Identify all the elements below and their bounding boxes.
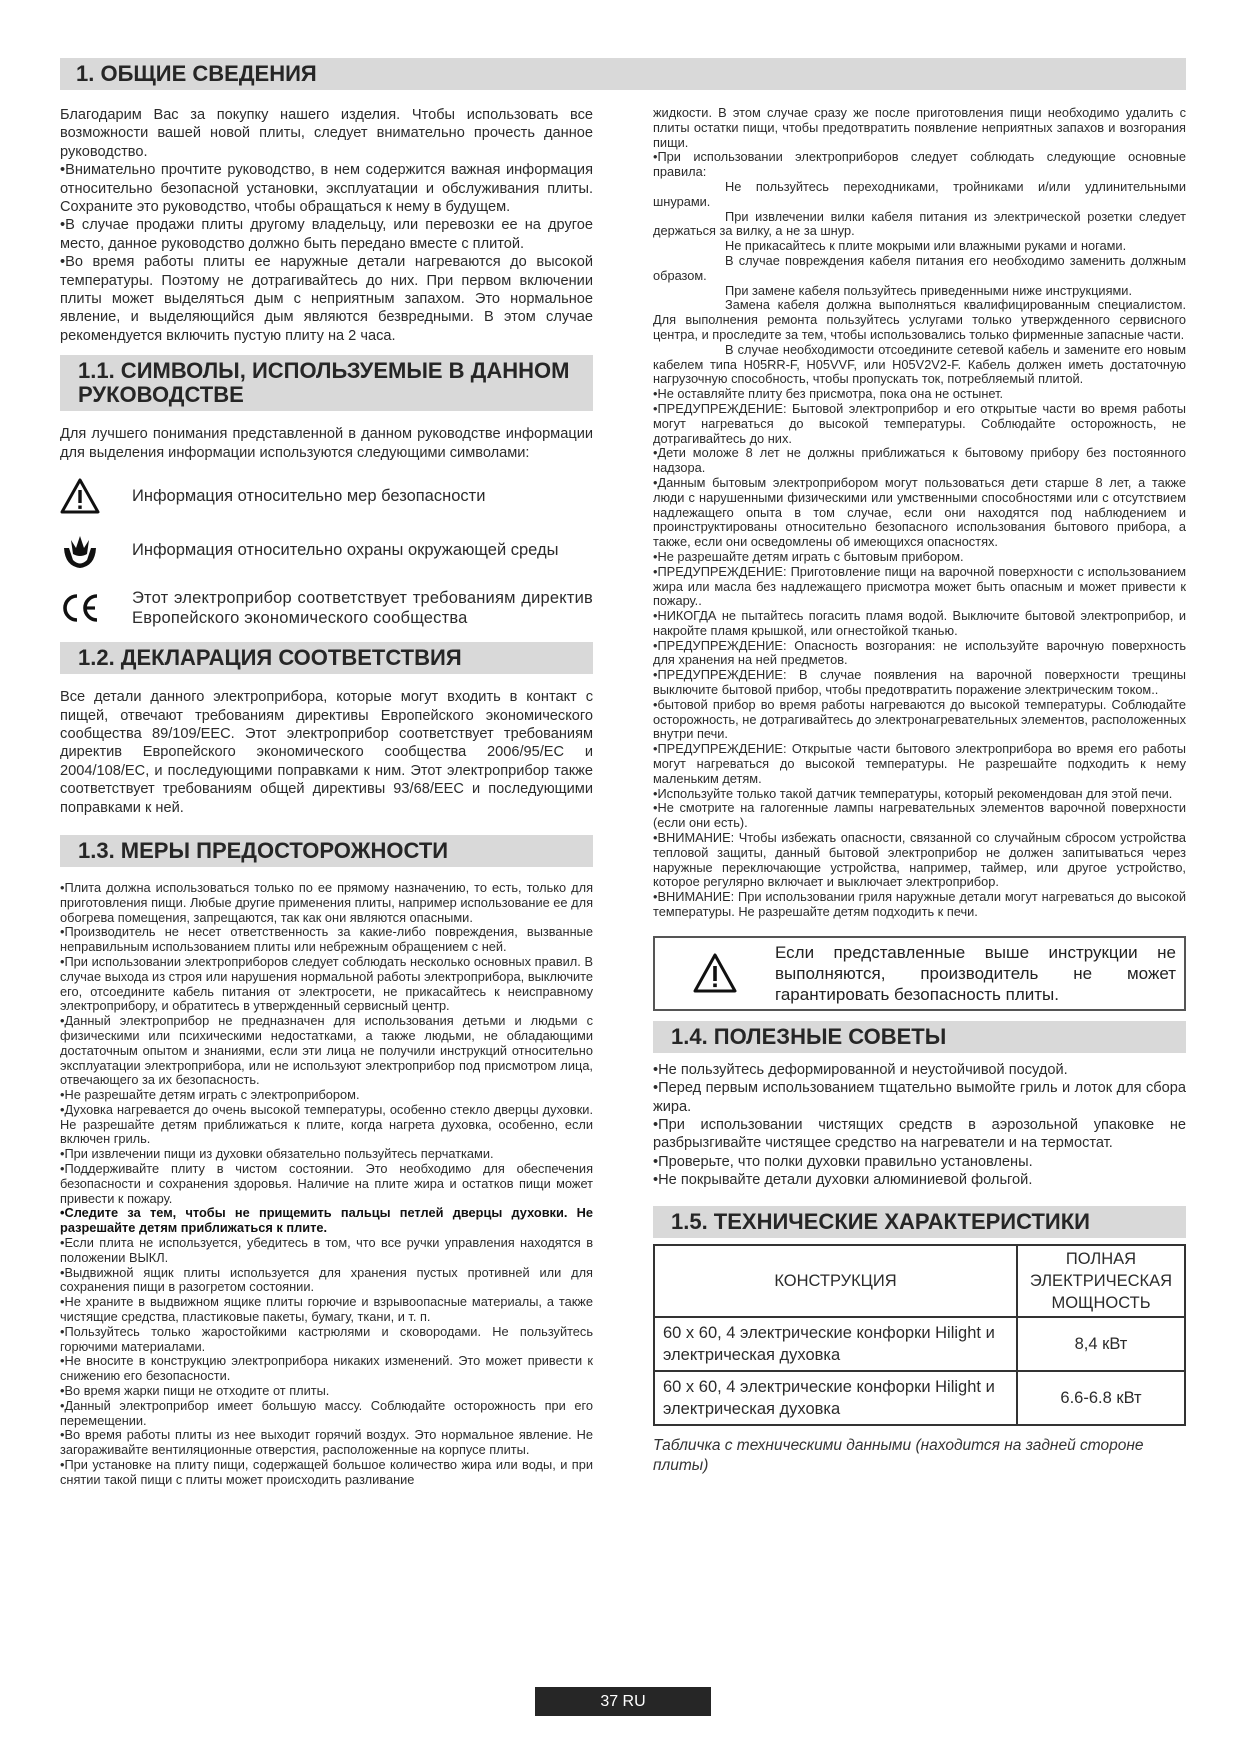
precaution-item: •Не смотрите на галогенные лампы нагревательных элементов варочной поверхности (если они есть). (653, 800, 1186, 831)
intro-block (60, 106, 593, 345)
precaution-item: •Если плита не используется, убедитесь в том, что все ручки управления находятся в положении ВЫКЛ. (60, 1235, 593, 1265)
precaution-subitem: В случае повреждения кабеля питания его необходимо заменить должным образом. (653, 252, 1186, 283)
power-cell: 8,4 кВт (1017, 1317, 1185, 1371)
precaution-item: •ПРЕДУПРЕЖДЕНИЕ: Открытые части бытового электроприбора во время его работы могут нагреваться до высокой температуры. Не разрешайте подходить к нему маленьким детям. (653, 741, 1186, 786)
precaution-subitem: Не пользуйтесь переходниками, тройниками и/или удлинительными шнурами. (653, 178, 1186, 209)
precaution-item: •ПРЕДУПРЕЖДЕНИЕ: В случае появления на варочной поверхности трещины выключите бытовой прибор, чтобы предотвратить поражение электрическим током.. (653, 667, 1186, 698)
precaution-item: •Поддерживайте плиту в чистом состоянии. Это необходимо для обеспечения безопасности и сохранения здоровья. Наличие на плите жира и остатков пищи может привести к пожару. (60, 1161, 593, 1206)
precaution-item-bold: •Следите за тем, чтобы не прищемить пальцы петлей дверцы духовки. Не разрешайте детям приближаться к плите. (60, 1205, 593, 1236)
precaution-item: •При установке на плиту пищи, содержащей большое количество жира или воды, и при снятии такой пищи с плиты может происходить разливание (60, 1457, 593, 1487)
precaution-item: •Не оставляйте плиту без присмотра, пока она не остынет. (653, 386, 1004, 402)
precaution-item: •При использовании электроприборов следует соблюдать следующие основные правила: (653, 149, 1186, 180)
intro-paragraph: •В случае продажи плиты другому владельцу, или перевозки ее на другое место, данное руководство должно быть передано вместе с плитой. (60, 217, 593, 252)
table-caption: Табличка с техническими данными (находится на задней стороне плиты) (653, 1436, 1144, 1474)
symbol-label: Информация относительно мер безопасности (132, 487, 486, 506)
precaution-item: •Дети моложе 8 лет не должны приближаться к бытовому прибору без постоянного надзора. (653, 445, 1186, 476)
tip-item: •При использовании чистящих средств в аэрозольной упаковке не разбрызгивайте чистящее средство на нагреватели и на термостат. (653, 1117, 1186, 1152)
precaution-item: •Не разрешайте детям играть с электроприбором. (60, 1087, 360, 1103)
precaution-item: •Используйте только такой датчик температуры, который рекомендован для этой печи. (653, 785, 1173, 801)
ce-mark-icon (60, 592, 100, 624)
precaution-item: •ВНИМАНИЕ: Чтобы избежать опасности, связанной со случайным сбросом устройства тепловой защиты, данный бытовой электроприбор не должен запитываться через наружные переключающие устройства, например, таймер, или другое устройство, которое регулярно включает и выключает электроприбор. (653, 830, 1186, 890)
header-design: КОНСТРУКЦИЯ (654, 1245, 1017, 1317)
precaution-item: •Не храните в выдвижном ящике плиты горючие и взрывоопасные материалы, а также чистящие средства, пластиковые пакеты, бумагу, ткани, и т. п. (60, 1294, 593, 1325)
section-1-1-heading: 1.1. СИМВОЛЫ, ИСПОЛЬЗУЕМЫЕ В ДАННОМ РУКОВОДСТВЕ (60, 355, 593, 411)
right-column (653, 106, 1186, 1476)
power-cell: 6.6-6.8 кВт (1017, 1371, 1185, 1425)
declaration-text: Все детали данного электроприбора, которые могут входить в контакт с пищей, отвечают требованиям директивы Европейского экономического сообщества 89/109/EEC. Этот электроприбор соответствует требованиям директив Европейского экономического сообщества 2006/95/EC и 2004/108/EC, и последующими поправками к ним. Этот электроприбор также соответствует требованиям общей директивы 93/68/EEC и последующими поправками к ней. (60, 689, 593, 816)
table-row (654, 1317, 1185, 1371)
precaution-item: •При использовании электроприборов следует соблюдать несколько основных правил. В случае выхода из строя или нарушения нормальной работы электроприбора, выключите его, отсоедините кабель питания от электросети, не прикасайтесь к неисправному электроприбору, и обратитесь в утвержденный сервисный центр. (60, 953, 593, 1014)
precaution-item: •Пользуйтесь только жаростойкими кастрюлями и сковородами. Не пользуйтесь горючими материалами. (60, 1323, 593, 1354)
symbol-label: Этот электроприбор соответствует требованиям директив Европейского экономического сообщества (132, 589, 593, 628)
tips-list (653, 1061, 1186, 1190)
precaution-item: •НИКОГДА не пытайтесь погасить пламя водой. Выключите бытовой электроприбор, и накройте пламя крышкой, или огнестойкой тканью. (653, 608, 1186, 638)
symbol-row-environment (60, 530, 593, 570)
tip-item: •Перед первым использованием тщательно вымойте гриль и лоток для сбора жира. (653, 1080, 1186, 1115)
precaution-subitem: При замене кабеля пользуйтесь приведенными ниже инструкциями. (725, 282, 1133, 298)
section-1-2-heading: 1.2. ДЕКЛАРАЦИЯ СООТВЕТСТВИЯ (60, 642, 593, 674)
symbol-row-safety (60, 478, 593, 514)
precaution-item: •Не вносите в конструкцию электроприбора никаких изменений. Это может привести к снижению его безопасности. (60, 1353, 593, 1384)
precaution-item: •ПРЕДУПРЕЖДЕНИЕ: Бытовой электроприбор и его открытые части во время работы могут нагреваться до высокой температуры. Соблюдайте осторожность, не дотрагивайтесь до них. (653, 400, 1186, 446)
intro-paragraph: Благодарим Вас за покупку нашего изделия. Чтобы использовать все возможности вашей новой плиты, следует внимательно прочесть данное руководство. (60, 107, 593, 160)
warning-triangle-icon (693, 953, 737, 993)
precaution-item: •Производитель не несет ответственность за какие-либо повреждения, вызванные неправильным использованием плиты или небрежным обращением с ней. (60, 924, 593, 955)
design-cell: 60 x 60, 4 электрические конфорки Hilight и электрическая духовка (654, 1317, 1017, 1371)
precaution-item: •Выдвижной ящик плиты используется для хранения пустых противней или для сохранения пищи в разогретом состоянии. (60, 1264, 593, 1295)
intro-paragraph: •Внимательно прочтите руководство, в нем содержится важная информация относительно безопасной установки, эксплуатации и обслуживания плиты. Сохраните это руководство, чтобы обращаться к нему в будущем. (60, 162, 593, 216)
precaution-item: •Духовка нагревается до очень высокой температуры, особенно стекло дверцы духовки. Не разрешайте детям приближаться к плите, когда нагрета духовка, особенно, если включен гриль. (60, 1101, 593, 1147)
table-row (654, 1371, 1185, 1425)
left-column (60, 106, 593, 1488)
precaution-subitem: Замена кабеля должна выполняться квалифицированным специалистом. Для выполнения ремонта пользуйтесь услугами только утвержденного сервисного центра, и проследите за тем, чтобы использовались только фирменные запасные части. (653, 297, 1186, 342)
precautions-left (60, 881, 593, 1488)
warning-box-text: Если представленные выше инструкции не выполняются, производитель не может гарантировать безопасность плиты. (775, 942, 1176, 1004)
section-1-4-heading: 1.4. ПОЛЕЗНЫЕ СОВЕТЫ (653, 1021, 1186, 1053)
section-1-heading: 1. ОБЩИЕ СВЕДЕНИЯ (60, 58, 1186, 90)
precaution-item: жидкости. В этом случае сразу же после приготовления пищи необходимо удалить с плиты остатки пищи, чтобы предотвратить появление неприятных запахов и возгорания пищи. (653, 105, 1186, 150)
precaution-item: •Плита должна использоваться только по ее прямому назначению, то есть, только для приготовления пищи. Любые другие применения плиты, например использование ее для обогрева помещения, запрещаются, так как они являются опасными. (60, 879, 593, 925)
precaution-item: •ПРЕДУПРЕЖДЕНИЕ: Приготовление пищи на варочной поверхности с использованием жира или масла без надлежащего присмотра может быть опасным и может привести к пожару.. (653, 563, 1186, 609)
environment-hand-icon (60, 530, 100, 570)
precaution-item: •бытовой прибор во время работы нагреваются до высокой температуры. Соблюдайте осторожность, не дотрагивайтесь до электронагревательных элементов, расположенных внутри печи. (653, 696, 1186, 742)
page-number: 37 RU (535, 1687, 711, 1716)
precaution-item: •Во время работы плиты из нее выходит горячий воздух. Это нормальное явление. Не загораживайте вентиляционные отверстия, расположенные на корпусе плиты. (60, 1427, 593, 1458)
symbol-row-ce (60, 588, 593, 628)
precaution-item: •При извлечении пищи из духовки обязательно пользуйтесь перчатками. (60, 1146, 494, 1162)
precaution-item: •Данный электроприбор имеет большую массу. Соблюдайте осторожность при его перемещении. (60, 1397, 593, 1428)
precaution-item: •Во время жарки пищи не отходите от плиты. (60, 1383, 330, 1399)
precaution-item: •Данным бытовым электроприбором могут пользоваться дети старше 8 лет, а также люди с нарушенными физическими или умственными способностями или с отсутствием надлежащего опыта в том случае, если они находятся под наблюдением и проинструктированы относительно безопасного использования бытового прибора, а также, если они осведомлены об имеющихся опасностях. (653, 474, 1186, 550)
intro-paragraph: •Во время работы плиты ее наружные детали нагреваются до высокой температуры. Поэтому не дотрагивайтесь до них. При первом включении плиты может выделяться дым с неприятным запахом. Это нормальное явление, и выделяющийся дым являются безвредными. В этом случае рекомендуется включить пустую плиту на 2 часа. (60, 254, 593, 344)
warning-box (653, 936, 1186, 1011)
precaution-item: •ВНИМАНИЕ: При использовании гриля наружные детали могут нагреваться до высокой температуры. Не разрешайте детям подходить к печи. (653, 889, 1186, 920)
warning-triangle-icon (60, 478, 100, 514)
header-power: ПОЛНАЯ ЭЛЕКТРИЧЕСКАЯ МОЩНОСТЬ (1017, 1245, 1185, 1317)
tech-spec-table (653, 1244, 1186, 1426)
precaution-subitem: В случае необходимости отсоедините сетевой кабель и замените его новым кабелем типа H05RR-F, H05VVF, или H05V2V2-F. Кабель должен иметь достаточную нагрузочную способность, чтобы пропускать ток, потребляемый плитой. (653, 341, 1186, 387)
symbols-intro: Для лучшего понимания представленной в данном руководстве информации для выделения информации используются следующими символами: (60, 426, 593, 461)
tip-item: •Не пользуйтесь деформированной и неустойчивой посудой. (653, 1061, 1068, 1078)
design-cell: 60 x 60, 4 электрические конфорки Hilight и электрическая духовка (654, 1371, 1017, 1425)
table-header-row (654, 1245, 1185, 1317)
symbol-label: Информация относительно охраны окружающей среды (132, 541, 559, 560)
precaution-item: •ПРЕДУПРЕЖДЕНИЕ: Опасность возгорания: не используйте варочную поверхность для хранения на ней предметов. (653, 637, 1186, 668)
precaution-item: •Не разрешайте детям играть с бытовым прибором. (653, 548, 964, 564)
tip-item: •Проверьте, что полки духовки правильно установлены. (653, 1153, 1033, 1170)
section-1-5-heading: 1.5. ТЕХНИЧЕСКИЕ ХАРАКТЕРИСТИКИ (653, 1206, 1186, 1238)
precaution-subitem: При извлечении вилки кабеля питания из электрической розетки следует держаться за вилку, а не за шнур. (653, 208, 1186, 239)
tip-item: •Не покрывайте детали духовки алюминиевой фольгой. (653, 1172, 1033, 1189)
section-1-3-heading: 1.3. МЕРЫ ПРЕДОСТОРОЖНОСТИ (60, 835, 593, 867)
precaution-item: •Данный электроприбор не предназначен для использования детьми и людьми с физическими или психическими недостатками, а также людьми, не обладающими достаточным опытом и знаниями, если эти лица не получили инструкций относительно эксплуатации электроприбора, или не используют электроприбор под присмотром лица, отвечающего за их безопасность. (60, 1013, 593, 1088)
precaution-subitem: Не прикасайтесь к плите мокрыми или влажными руками и ногами. (725, 238, 1127, 254)
precautions-right (653, 106, 1186, 920)
